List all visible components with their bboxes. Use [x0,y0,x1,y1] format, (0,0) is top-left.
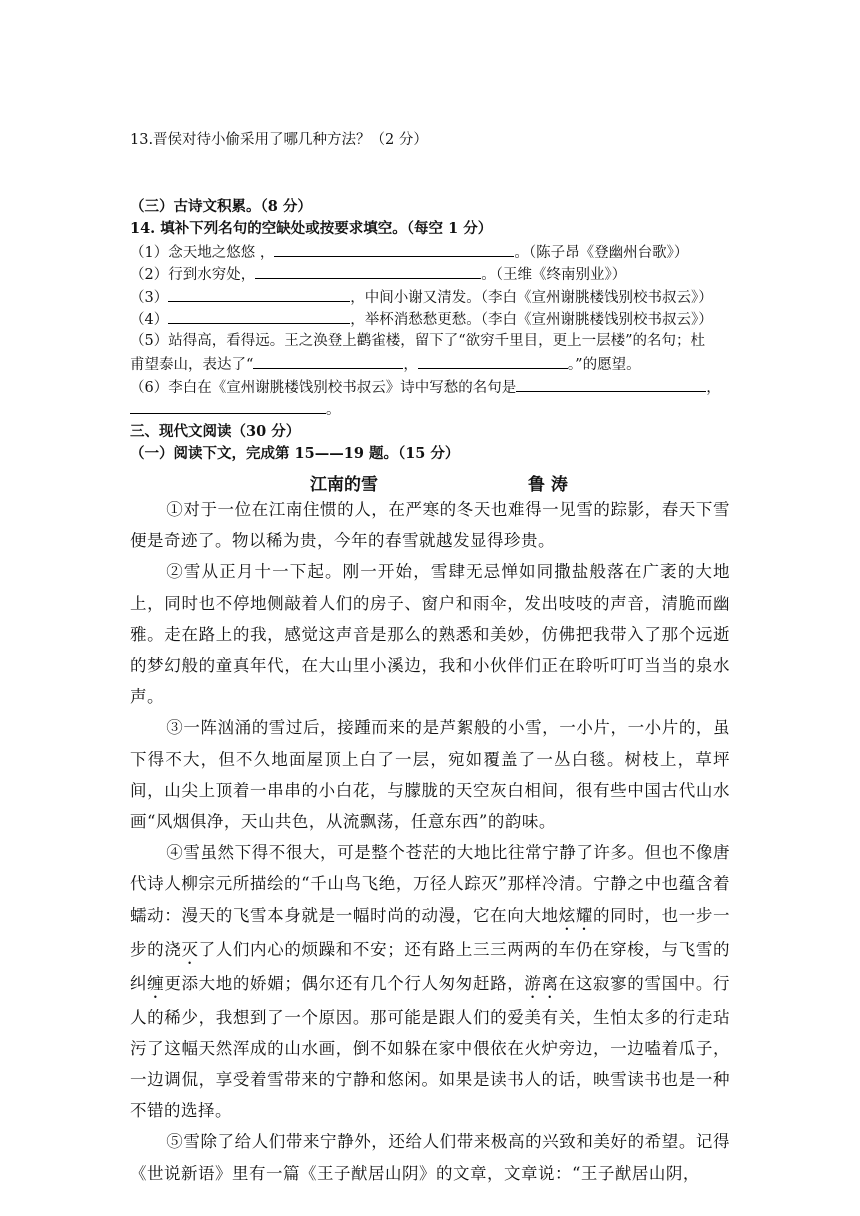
paragraph-4-text: ④雪虽然下得不很大，可是整个苍茫的大地比往常宁静了许多。但也不像唐代诗人柳宗元所描绘的“千山鸟飞绝，万径人踪灭”那样冷清。宁静之中也蕴含着蠕动：漫天的飞雪本身就是一幅时尚的动漫，它在向大地 [130,843,730,925]
q14-item-4 [130,309,713,330]
q14-item-3-text: （3） [130,290,169,306]
paragraph-4-text: 在这寂寥的雪国中。行人的稀少，我想到了一个原因。那可能是跟人们的爱美有关，生怕太多的行走玷污了这幅天然浑成的山水画，倒不如躲在家中偎依在火炉旁边，一边嗑着瓜子，一边调侃，享受着雪带来的宁静和悠闲。如果是读书人的话，映雪读书也是一种不错的选择。 [130,973,731,1121]
essay-body [130,494,730,1189]
q14-item-2-source: 。（王维《终南别业》） [481,267,627,283]
question-14-heading: 14. 填补下列名句的空缺处或按要求填空。（每空 1 分） [130,220,493,237]
part-3-subheading: （一）阅读下文，完成第 15——19 题。（15 分） [130,445,460,462]
q14-item-2 [130,264,626,285]
answer-blank[interactable] [516,377,706,392]
q14-item-5-line-2 [130,354,641,375]
section-3-heading: （三）古诗文积累。（8 分） [130,198,312,215]
answer-blank[interactable] [274,242,514,257]
answer-blank[interactable] [130,399,326,414]
q14-item-5-comma: ， [403,357,418,373]
q14-item-6-line-2 [130,399,341,420]
q14-item-2-text: （2）行到水穷处， [130,267,256,283]
q14-item-5-line-1: （5）站得高，看得远。王之涣登上鹳雀楼，留下了“欲穷千里目，更上一层楼”的名句；杜 [130,333,706,349]
q14-item-4-text: （4） [130,312,169,328]
q14-item-3-source: ，中间小谢又清发。（李白《宣州谢朓楼饯别校书叔云》） [350,290,713,306]
paragraph-4-text: 了人们内心的烦躁和不安；还有路上三三两两的车仍在穿梭，与飞雪的纠 [130,939,731,993]
q14-item-5-end: 。”的愿望。 [567,357,641,373]
answer-blank[interactable] [168,287,350,302]
answer-blank[interactable] [255,264,481,279]
paragraph-4-text: 更添大地的娇媚；偶尔还有几个行人匆匆赶路， [164,973,525,993]
essay-title: 江南的雪 [310,475,378,495]
q14-item-1 [130,242,688,263]
q14-item-1-source: 。（陈子昂《登幽州台歌》） [514,245,689,261]
emphasized-word: 灭 [181,939,199,959]
paragraph-2: ②雪从正月十一下起。刚一开始，雪肆无忌惮如同撒盐般落在广袤的大地上，同时也不停地侧敲着人们的房子、窗户和雨伞，发出吱吱的声音，清脆而幽雅。走在路上的我，感觉这声音是那么的熟悉和美妙，仿佛把我带入了那个远逝的梦幻般的童真年代，在大山里小溪边，我和小伙伴们正在聆听叮叮当当的泉水声。 [130,562,730,707]
paragraph-3: ③一阵汹涌的雪过后，接踵而来的是芦絮般的小雪，一小片，一小片的，虽下得不大，但不久地面屋顶上白了一层，宛如覆盖了一丛白毯。树枝上，草坪间，山尖上顶着一串串的小白花，与朦胧的天空灰白相间，很有些中国古代山水画“风烟俱净，天山共色，从流飘荡，任意东西”的韵味。 [130,718,730,832]
answer-blank[interactable] [168,309,350,324]
q14-item-4-source: ，举杯消愁愁更愁。（李白《宣州谢朓楼饯别校书叔云》） [350,312,713,328]
q14-item-5-text: 甫望泰山，表达了“ [130,357,254,373]
question-13: 13.晋侯对待小偷采用了哪几种方法？（2 分） [130,132,428,148]
essay-author: 鲁 涛 [528,475,568,495]
q14-item-6-line-1 [130,377,721,398]
paragraph-4-text: 的同时，也一步一步的浇 [130,905,731,959]
paragraph-1: ①对于一位在江南住惯的人，在严寒的冬天也难得一见雪的踪影，春天下雪便是奇迹了。物以稀为贵，今年的春雪就越发显得珍贵。 [130,500,730,551]
paragraph-5: ⑤雪除了给人们带来宁静外，还给人们带来极高的兴致和美好的希望。记得《世说新语》里有一篇《王子猷居山阴》的文章，文章说：“王子猷居山阴， [130,1132,730,1183]
answer-blank[interactable] [253,354,403,369]
q14-item-6-comma: ， [706,380,721,396]
q14-item-1-text: （1）念天地之悠悠 ， [130,245,275,261]
emphasized-word: 炫耀 [558,905,593,925]
emphasized-word: 缠 [147,973,165,993]
paragraph-4 [130,837,730,1126]
emphasized-word: 游离 [524,973,559,993]
q14-item-6-period: 。 [326,402,341,418]
part-3-heading: 三、现代文阅读（30 分） [130,423,301,440]
q14-item-3 [130,287,713,308]
q14-item-6-text: （6）李白在《宣州谢朓楼饯别校书叔云》诗中写愁的名句是 [130,380,517,396]
answer-blank[interactable] [418,354,568,369]
